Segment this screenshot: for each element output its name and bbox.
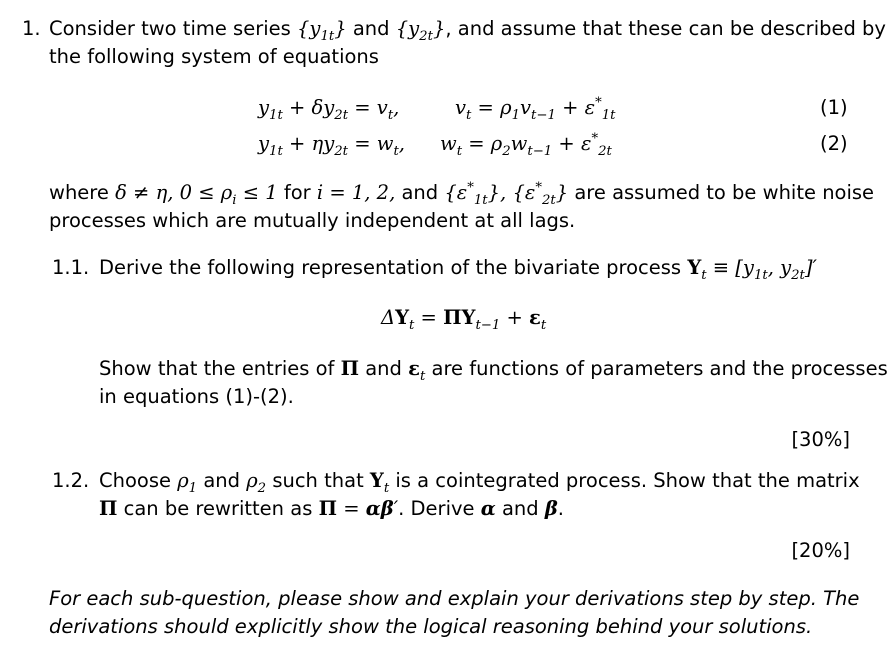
rho2: $\rho_2$ — [246, 469, 267, 496]
sub11-body-line1 — [99, 356, 888, 382]
alpha: α — [480, 497, 496, 520]
rho1: $\rho_1$ — [177, 469, 198, 496]
pi-decomposition: Π = αβ′ — [318, 497, 399, 520]
sub11-equation: $\Delta Y_t = \Pi Y_{t-1} + \varepsilon_t$ — [381, 306, 547, 333]
instructions-line2: derivations should explicitly show the logical reasoning behind your solutions. — [49, 615, 813, 638]
where-index: i = 1, 2, — [316, 181, 396, 204]
equation-2-lhs: $y_{1t} + \eta y_{2t} = w_t$, — [258, 132, 405, 159]
equation-1-rhs: $v_t = \rho_1v_{t-1} + \varepsilon^*_{1t}$ — [455, 95, 616, 123]
sub12-text-c: such that — [272, 469, 364, 492]
subquestion-1-2-number: 1.2. — [52, 469, 90, 492]
epsilon-vector: $\varepsilon_t$ — [408, 357, 426, 384]
equation-2-tag: (2) — [820, 132, 848, 155]
sub12-line2-c: and — [501, 497, 539, 520]
sub12-text-d: is a cointegrated process. Show that the matrix — [395, 469, 860, 492]
sub12-line2-b: . Derive — [398, 497, 475, 520]
sub11-process-def: $Y_t \equiv [y_{1t}$, $y_{2t}]'$ — [687, 256, 817, 283]
y-process: $Y_t$ — [369, 469, 390, 496]
sub11-body-line2: in equations (1)-(2). — [99, 385, 294, 408]
where-text-b: for — [283, 181, 311, 204]
where-text-d: are assumed to be white noise — [574, 181, 875, 204]
question-number: 1. — [22, 17, 41, 40]
sub11-text-a: Derive the following representation of the bivariate process — [99, 256, 682, 279]
pi-matrix-2: Π — [99, 497, 118, 520]
sub12-line2-a: can be rewritten as — [123, 497, 313, 520]
where-line2: processes which are mutually independent at all lags. — [49, 209, 576, 232]
sub11-weight: [30%] — [791, 428, 850, 451]
sub12-text-b: and — [203, 469, 240, 492]
beta: β — [544, 497, 558, 520]
equation-1-lhs: $y_{1t} + \delta y_{2t} = v_t$, — [258, 96, 400, 123]
sub11-body-b: and — [365, 357, 402, 380]
equation-2-rhs: $w_t = \rho_2w_{t-1} + \varepsilon^*_{2t}$ — [440, 131, 612, 159]
series-y2-set: $\{y_{2t}\}$ — [395, 17, 446, 44]
intro-text-a: Consider two time series — [49, 17, 291, 40]
series-y1-set: $\{y_{1t}\}$ — [297, 17, 347, 44]
instructions-line1: For each sub-question, please show and explain your derivations step by step. The — [49, 587, 860, 610]
sub11-body-c: are functions of parameters and the processes — [431, 357, 888, 380]
where-line1 — [49, 180, 874, 206]
equation-1-tag: (1) — [820, 96, 848, 119]
sub12-text-a: Choose — [99, 469, 171, 492]
subquestion-1-2-line1 — [99, 468, 860, 494]
question-intro-line1 — [49, 16, 886, 42]
where-condition: δ ≠ η, $0 \le \rho_i \le 1$ — [115, 181, 278, 208]
sub12-weight: [20%] — [791, 539, 850, 562]
pi-matrix: Π — [340, 357, 360, 380]
noise-sets: $\{\varepsilon^*_{1t}\}$, $\{\varepsilon^*_{2t}\}$ — [444, 180, 569, 208]
intro-text-c: , and assume that these can be described by — [445, 17, 886, 40]
where-text-a: where — [49, 181, 109, 204]
question-intro-line2: the following system of equations — [49, 45, 379, 68]
intro-text-b: and — [352, 17, 390, 40]
subquestion-1-1-number: 1.1. — [52, 256, 90, 279]
subquestion-1-1-line1 — [99, 255, 817, 281]
subquestion-1-2-line2: Π can be rewritten as Π = αβ′. Derive α and β. — [99, 497, 564, 520]
sub11-body-a: Show that the entries of — [99, 357, 335, 380]
where-text-c: and — [401, 181, 439, 204]
